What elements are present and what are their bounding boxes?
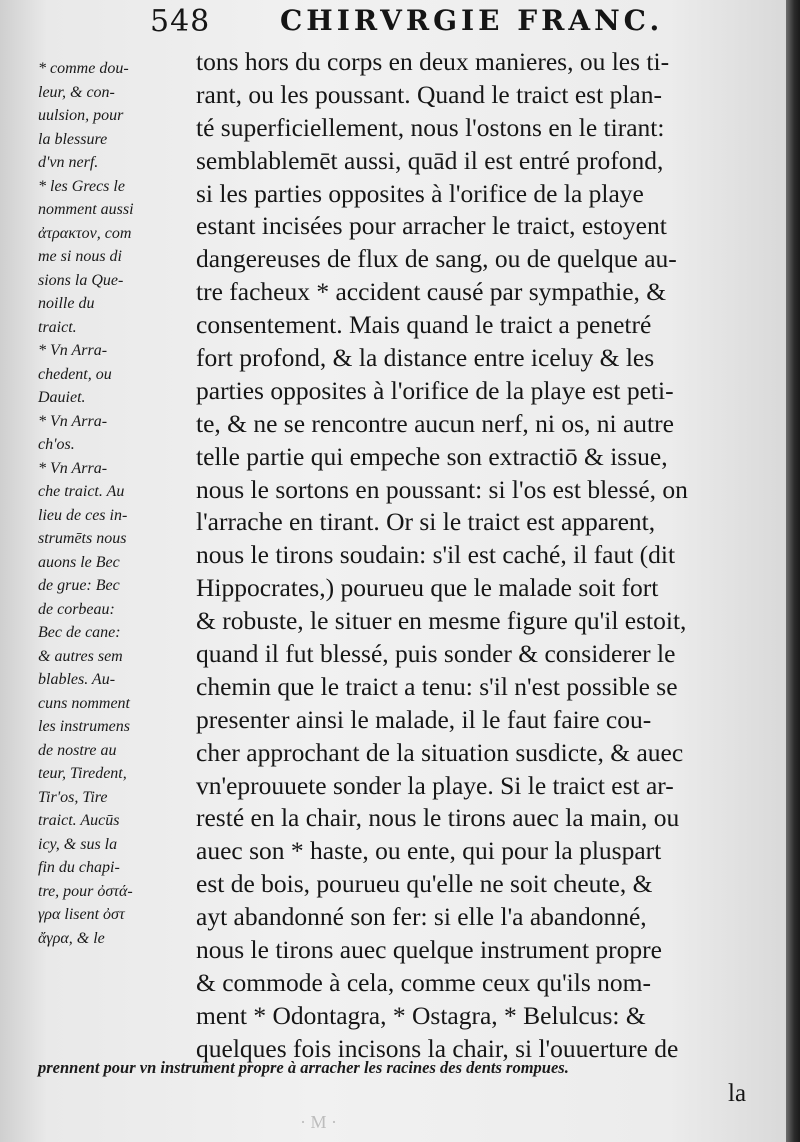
marginal-note-line: me si nous di xyxy=(38,248,122,265)
marginal-note-line: ἀτρακτον, com xyxy=(38,224,132,242)
text-line: auec son * haste, ou ente, qui pour la pluspart xyxy=(196,836,662,866)
text-line: parties opposites à l'orifice de la playe est peti- xyxy=(196,375,674,405)
text-line: te, & ne se rencontre aucun nerf, ni os, ni autre xyxy=(196,408,674,438)
marginal-note-line: traict. xyxy=(38,318,77,336)
text-line: chemin que le traict a tenu: s'il n'est possible se xyxy=(196,671,678,701)
text-line: Hippocrates,) pourueu que le malade soit fort xyxy=(196,573,659,603)
marginal-note-line: nomment aussi xyxy=(38,201,134,218)
marginal-note-line: icy, & sus la xyxy=(38,835,118,853)
text-line: tons hors du corps en deux manieres, ou les ti- xyxy=(196,47,670,76)
text-line: telle partie qui empeche son extractiō & issue, xyxy=(196,441,668,471)
marginal-note-line: cuns nomment xyxy=(38,694,130,712)
marginal-note-line: ch'os. xyxy=(38,436,75,453)
marginal-note-line: * Vn Arra- xyxy=(38,459,108,477)
marginal-note-line: & autres sem xyxy=(38,647,123,665)
bleed-through-text: · M · xyxy=(300,1112,337,1132)
marginal-note-line: * Vn Arra- xyxy=(38,412,108,430)
marginal-note-line: d'vn nerf. xyxy=(38,154,99,171)
text-line: semblablemēt aussi, quād il est entré profond, xyxy=(196,145,664,175)
page-gutter-shadow xyxy=(786,0,800,1142)
text-line: resté en la chair, nous le tirons auec la main, ou xyxy=(196,803,680,833)
text-line: & robuste, le situer en mesme figure qu'il estoit, xyxy=(196,606,687,636)
text-line: ment * Odontagra, * Ostagra, * Belulcus: & xyxy=(196,1000,646,1030)
text-line: estant incisées pour arracher le traict, estoyent xyxy=(196,211,667,241)
marginal-note-line: γρα lisent ὀστ xyxy=(38,906,125,923)
text-line: l'arrache en tirant. Or si le traict est apparent, xyxy=(196,507,656,537)
marginal-note-line: traict. Aucūs xyxy=(38,812,120,829)
text-line: quelques fois incisons la chair, si l'ouuerture de xyxy=(196,1033,679,1063)
main-text-column xyxy=(196,46,766,1066)
page-header xyxy=(150,4,770,44)
marginal-note-line: sions la Que- xyxy=(38,271,124,289)
page-number: 548 xyxy=(150,4,211,39)
text-line: dangereuses de flux de sang, ou de quelque au- xyxy=(196,244,677,274)
marginal-note-line: Tir'os, Tire xyxy=(38,788,108,806)
marginal-note-line: lieu de ces in- xyxy=(38,506,128,524)
marginal-note-line: leur, & con- xyxy=(38,83,115,101)
text-line: quand il fut blessé, puis sonder & considerer le xyxy=(196,639,676,669)
marginal-note-line: * comme dou- xyxy=(38,60,129,77)
marginal-note-line: uulsion, pour xyxy=(38,107,124,124)
text-line: té superficiellement, nous l'ostons en le tirant: xyxy=(196,112,665,142)
marginal-note-line: * les Grecs le xyxy=(38,177,125,195)
marginal-note-line: tre, pour ὀστά- xyxy=(38,882,133,900)
text-line: presenter ainsi le malade, il le faut faire cou- xyxy=(196,704,652,734)
marginal-note-line: noille du xyxy=(38,295,95,312)
text-line: ayt abandonné son fer: si elle l'a abandonné, xyxy=(196,902,647,932)
marginal-note-line: strumēts nous xyxy=(38,530,127,547)
marginal-note-line: Dauiet. xyxy=(38,389,86,406)
text-line: nous le tirons soudain: s'il est caché, il faut (dit xyxy=(196,540,676,570)
catchword: la xyxy=(728,1080,747,1107)
marginal-notes xyxy=(38,58,198,951)
marginal-note-continuation: prennent pour vn instrument propre à arracher les racines des dents rompues. xyxy=(38,1058,569,1077)
marginal-note-line: ἄγρα, & le xyxy=(38,929,105,947)
running-title: CHIRVRGIE FRANC. xyxy=(280,4,664,37)
text-line: est de bois, pourueu qu'elle ne soit cheute, & xyxy=(196,869,653,899)
text-line: rant, ou les poussant. Quand le traict est plan- xyxy=(196,79,662,109)
text-line: fort profond, & la distance entre iceluy & les xyxy=(196,343,655,373)
text-line: vn'eprouuete sonder la playe. Si le traict est ar- xyxy=(196,770,674,800)
marginal-note-line: les instrumens xyxy=(38,718,130,735)
marginal-note-line: teur, Tiredent, xyxy=(38,765,127,782)
marginal-note-line: Bec de cane: xyxy=(38,624,121,641)
marginal-note-line: che traict. Au xyxy=(38,483,125,500)
marginal-note-line: fin du chapi- xyxy=(38,859,120,876)
text-line: si les parties opposites à l'orifice de la playe xyxy=(196,178,644,208)
text-line: consentement. Mais quand le traict a penetré xyxy=(196,310,652,340)
text-line: nous le tirons auec quelque instrument propre xyxy=(196,935,662,965)
text-line: cher approchant de la situation susdicte, & auec xyxy=(196,737,684,767)
text-line: nous le sortons en poussant: si l'os est blessé, on xyxy=(196,474,688,504)
marginal-note-line: la blessure xyxy=(38,130,108,148)
text-line: & commode à cela, comme ceux qu'ils nom- xyxy=(196,967,651,997)
marginal-note-line: de corbeau: xyxy=(38,600,115,618)
marginal-note-line: blables. Au- xyxy=(38,671,116,688)
marginal-note-line: * Vn Arra- xyxy=(38,342,108,359)
marginal-note-line: de grue: Bec xyxy=(38,577,120,594)
text-line: tre facheux * accident causé par sympathie, & xyxy=(196,277,667,307)
marginal-note-line: auons le Bec xyxy=(38,553,120,571)
marginal-note-line: de nostre au xyxy=(38,741,117,759)
marginal-note-line: chedent, ou xyxy=(38,365,112,383)
